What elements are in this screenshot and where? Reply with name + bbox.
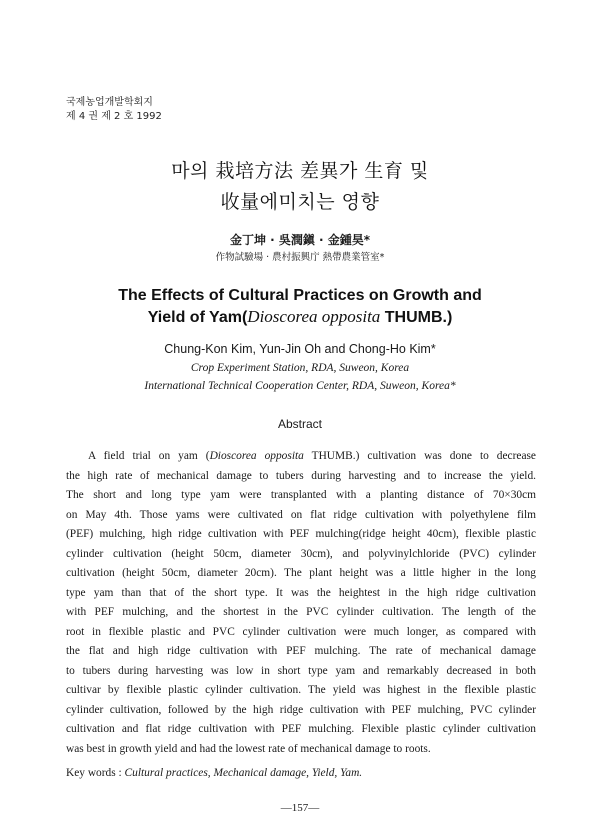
abstract-line-text: root in flexible plastic and PVC cylinder cultivation were much longer, as compared with — [66, 625, 536, 638]
abstract-scientific-name: Dioscorea opposita — [209, 450, 304, 462]
abstract-line-text: A field trial on yam ( — [88, 450, 210, 462]
abstract-line — [66, 506, 536, 526]
abstract-line-text: (PEF) mulching, high ridge cultivation with PEF mulching(ridge height 40cm), flexible plastic — [66, 528, 536, 540]
abstract-line-text: THUMB.) cultivation was done to decrease — [303, 450, 536, 462]
english-title — [0, 285, 600, 328]
abstract-line-text: on May 4th. Those yams were cultivated on flat ridge cultivation with polyethylene film — [66, 508, 536, 521]
abstract-line-text: cultivar by flexible plastic cylinder cultivation. The yield was highest in the flexible plastic — [66, 684, 536, 696]
abstract-line — [66, 681, 536, 701]
english-affiliation-1: Crop Experiment Station, RDA, Suweon, Korea — [190, 362, 410, 374]
abstract-line-text: cylinder cultivation, followed by the high ridge cultivation with PEF mulching, PVC cylinder — [66, 703, 536, 716]
abstract-line-text: cultivation and flat ridge cultivation with PEF mulching. Flexible plastic cylinder cultivation — [66, 723, 536, 735]
english-title-line-1: The Effects of Cultural Practices on Growth and — [118, 287, 482, 304]
scientific-name: Dioscorea opposita — [247, 307, 381, 326]
abstract-line — [66, 467, 536, 487]
journal-name: 국제농업개발학회지 — [66, 97, 153, 108]
keywords — [66, 765, 362, 781]
korean-title-line-2: 收量에미치는 영향 — [220, 191, 380, 213]
abstract-line — [66, 584, 536, 604]
korean-affiliation: 作物試驗場 · 農村振興庁 熱帶農業管室* — [215, 252, 385, 263]
abstract-line — [66, 525, 536, 545]
abstract-line — [66, 662, 536, 682]
abstract-line-text: the flat and high ridge cultivation with PEF mulching. The rate of mechanical damage — [66, 645, 536, 657]
abstract-body — [66, 447, 536, 759]
abstract-heading: Abstract — [277, 417, 322, 431]
journal-volume-issue: 제 4 권 제 2 호 1992 — [66, 111, 162, 122]
abstract-line-text: The short and long type yam were transplanted with a planting distance of 70×30cm — [66, 489, 536, 501]
abstract-line — [66, 447, 536, 467]
english-affiliation-2: International Technical Cooperation Center, RDA, Suweon, Korea* — [144, 380, 456, 392]
english-title-suffix: THUMB.) — [380, 309, 453, 326]
abstract-line-text: with PEF mulching, and the shortest in the PVC cylinder cultivation. The length of the — [66, 606, 536, 618]
abstract-line-text: to tubers during harvesting was low in short type yam and remarkably decreased in both — [66, 664, 536, 677]
abstract-line — [66, 701, 536, 721]
abstract-line — [66, 642, 536, 662]
abstract-line-text: cylinder cultivation (height 50cm, diameter 30cm), and polyvinylchloride (PVC) cylinder — [66, 547, 536, 560]
english-title-prefix: Yield of Yam( — [147, 309, 248, 326]
korean-authors: 金丁坤 · 吳潤鎭 · 金鍾昊* — [229, 233, 371, 247]
abstract-line-text: type yam than that of the short type. It was the heightest in the high ridge cultivation — [66, 586, 536, 599]
abstract-line-text: the high rate of mechanical damage to tubers during harvesting and to increase the yield. — [66, 469, 536, 482]
abstract-line — [66, 603, 536, 623]
keywords-terms: Cultural practices, Mechanical damage, Yield, Yam. — [124, 767, 363, 779]
abstract-line — [66, 740, 536, 760]
abstract-line — [66, 564, 536, 584]
abstract-line — [66, 545, 536, 565]
keywords-label: Key words : — [66, 767, 122, 779]
abstract-line — [66, 720, 536, 740]
korean-title — [0, 156, 600, 218]
abstract-line-text: cultivation (height 50cm, diameter 20cm). The plant height was a little higher in the long — [66, 567, 536, 579]
page-number: —157— — [280, 802, 320, 814]
abstract-line-text: was best in growth yield and had the lowest rate of mechanical damage to roots. — [66, 742, 431, 755]
korean-title-line-1: 마의 栽培方法 差異가 生育 및 — [171, 160, 429, 182]
english-title-line-2 — [0, 306, 600, 328]
abstract-line — [66, 623, 536, 643]
english-authors: Chung-Kon Kim, Yun-Jin Oh and Chong-Ho Kim* — [164, 342, 436, 356]
journal-header — [66, 96, 162, 124]
abstract-line — [66, 486, 536, 506]
